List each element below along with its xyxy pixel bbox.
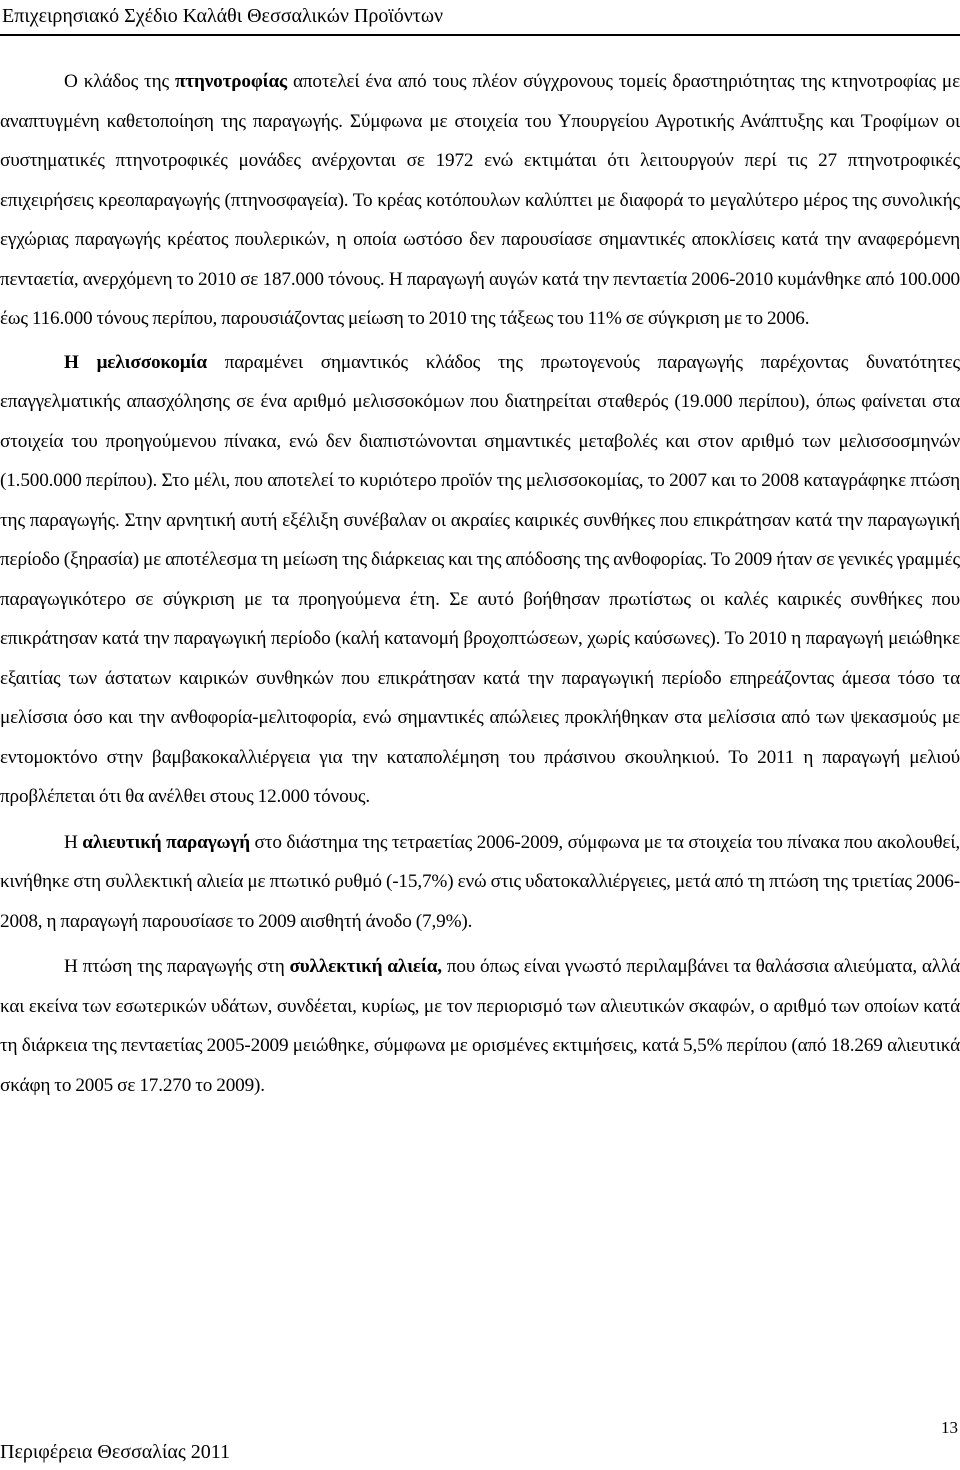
paragraph-capture-fishery bbox=[0, 947, 960, 1105]
paragraph-capture-fishery-lead: Η πτώση της παραγωγής στη bbox=[64, 956, 290, 977]
paragraph-poultry bbox=[0, 62, 960, 339]
paragraph-beekeeping-keyword: Η μελισσοκομία bbox=[64, 351, 207, 373]
paragraph-fishery-keyword: αλιευτική παραγωγή bbox=[82, 831, 250, 853]
paragraph-poultry-text: αποτελεί ένα από τους πλέον σύγχρονους τομείς δραστηριότητας της κτηνοτροφίας με αναπτυγμένη καθετοποίηση της παραγωγής. Σύμφωνα με στοιχεία του Υπουργείου Αγροτικής Ανάπτυξης και Τροφίμων οι συστηματικές πτηνοτροφικές μονάδες ανέρχονται σε 1972 ενώ εκτιμάται ότι λειτουργούν περί τις 27 πτηνοτροφικές επιχειρήσεις κρεοπαραγωγής (πτηνοσφαγεία). Το κρέας κοτόπουλων καλύπτει με διαφορά το μεγαλύτερο μέρος της συνολικής εγχώριας παραγωγής κρέατος πουλερικών, η οποία ωστόσο δεν παρουσίασε σημαντικές αποκλίσεις κατά την αναφερόμενη πενταετία, ανερχόμενη το 2010 σε 187.000 τόνους. Η παραγωγή αυγών κατά την πενταετία 2006-2010 κυμάνθηκε από 100.000 έως 116.000 τόνους περίπου, παρουσιάζοντας μείωση το 2010 της τάξεως του 11% σε σύγκριση με το 2006. bbox=[0, 71, 960, 329]
paragraph-fishery-lead: Η bbox=[64, 831, 83, 853]
body-text bbox=[0, 62, 960, 1105]
running-header: Επιχειρησιακό Σχέδιο Καλάθι Θεσσαλικών Προϊόντων bbox=[2, 5, 444, 27]
paragraph-poultry-keyword: πτηνοτροφίας bbox=[174, 71, 287, 92]
paragraph-fishery-text: στο διάστημα της τετραετίας 2006-2009, σύμφωνα με τα στοιχεία του πίνακα που ακολουθεί, κινήθηκε στη συλλεκτική αλιεία με πτωτικό ρυθμό (-15,7%) ενώ στις υδατοκαλλιέργειες, μετά από τη πτώση της τριετίας 2006-2008, η παραγωγή παρουσίασε το 2009 αισθητή άνοδο (7,9%). bbox=[0, 831, 960, 932]
paragraph-beekeeping bbox=[0, 343, 960, 817]
page-number: 13 bbox=[941, 1418, 958, 1437]
paragraph-poultry-lead: Ο κλάδος της bbox=[64, 71, 175, 92]
header-rule bbox=[0, 34, 960, 36]
paragraph-fishery bbox=[0, 823, 960, 942]
paragraph-beekeeping-text: παραμένει σημαντικός κλάδος της πρωτογενούς παραγωγής παρέχοντας δυνατότητες επαγγελματικής απασχόλησης σε ένα αριθμό μελισσοκόμων που διατηρείται σταθερός (19.000 περίπου), όπως φαίνεται στα στοιχεία του προηγούμενου πίνακα, ενώ δεν διαπιστώνονται σημαντικές μεταβολές και στον αριθμό των μελισσοσμηνών (1.500.000 περίπου). Στο μέλι, που αποτελεί το κυριότερο προϊόν της μελισσοκομίας, το 2007 και το 2008 καταγράφηκε πτώση της παραγωγής. Στην αρνητική αυτή εξέλιξη συνέβαλαν οι ακραίες καιρικές συνθήκες που επικράτησαν κατά την παραγωγική περίοδο (ξηρασία) με αποτέλεσμα τη μείωση της διάρκειας και της απόδοσης της ανθοφορίας. Το 2009 ήταν σε γενικές γραμμές παραγωγικότερο σε σύγκριση με τα προηγούμενα έτη. Σε αυτό βοήθησαν πρωτίστως οι καλές καιρικές συνθήκες που επικράτησαν κατά την παραγωγική περίοδο (καλή κατανομή βροχοπτώσεων, χωρίς καύσωνες). Το 2010 η παραγωγή μειώθηκε εξαιτίας των άστατων καιρικών συνθηκών που επικράτησαν κατά την παραγωγική περίοδο επηρεάζοντας άμεσα τόσο τα μελίσσια όσο και την ανθοφορία-μελιτοφορία, ενώ σημαντικές απώλειες προκλήθηκαν στα μελίσσια από των ψεκασμούς με εντομοκτόνο στην βαμβακοκαλλιέργεια για την καταπολέμηση του πράσινου σκουληκιού. Το 2011 η παραγωγή μελιού προβλέπεται ότι θα ανέλθει στους 12.000 τόνους. bbox=[0, 351, 960, 807]
paragraph-capture-fishery-keyword: συλλεκτική αλιεία, bbox=[289, 956, 442, 977]
paragraph-capture-fishery-text: που όπως είναι γνωστό περιλαμβάνει τα θαλάσσια αλιεύματα, αλλά και εκείνα των εσωτερικών υδάτων, συνδέεται, κυρίως, με τον περιορισμό των αλιευτικών σκαφών, ο αριθμό των οποίων κατά τη διάρκεια της πενταετίας 2005-2009 μειώθηκε, σύμφωνα με ορισμένες εκτιμήσεις, κατά 5,5% περίπου (από 18.269 αλιευτικά σκάφη το 2005 σε 17.270 το 2009). bbox=[0, 956, 960, 1096]
running-footer: Περιφέρεια Θεσσαλίας 2011 bbox=[0, 1441, 230, 1463]
